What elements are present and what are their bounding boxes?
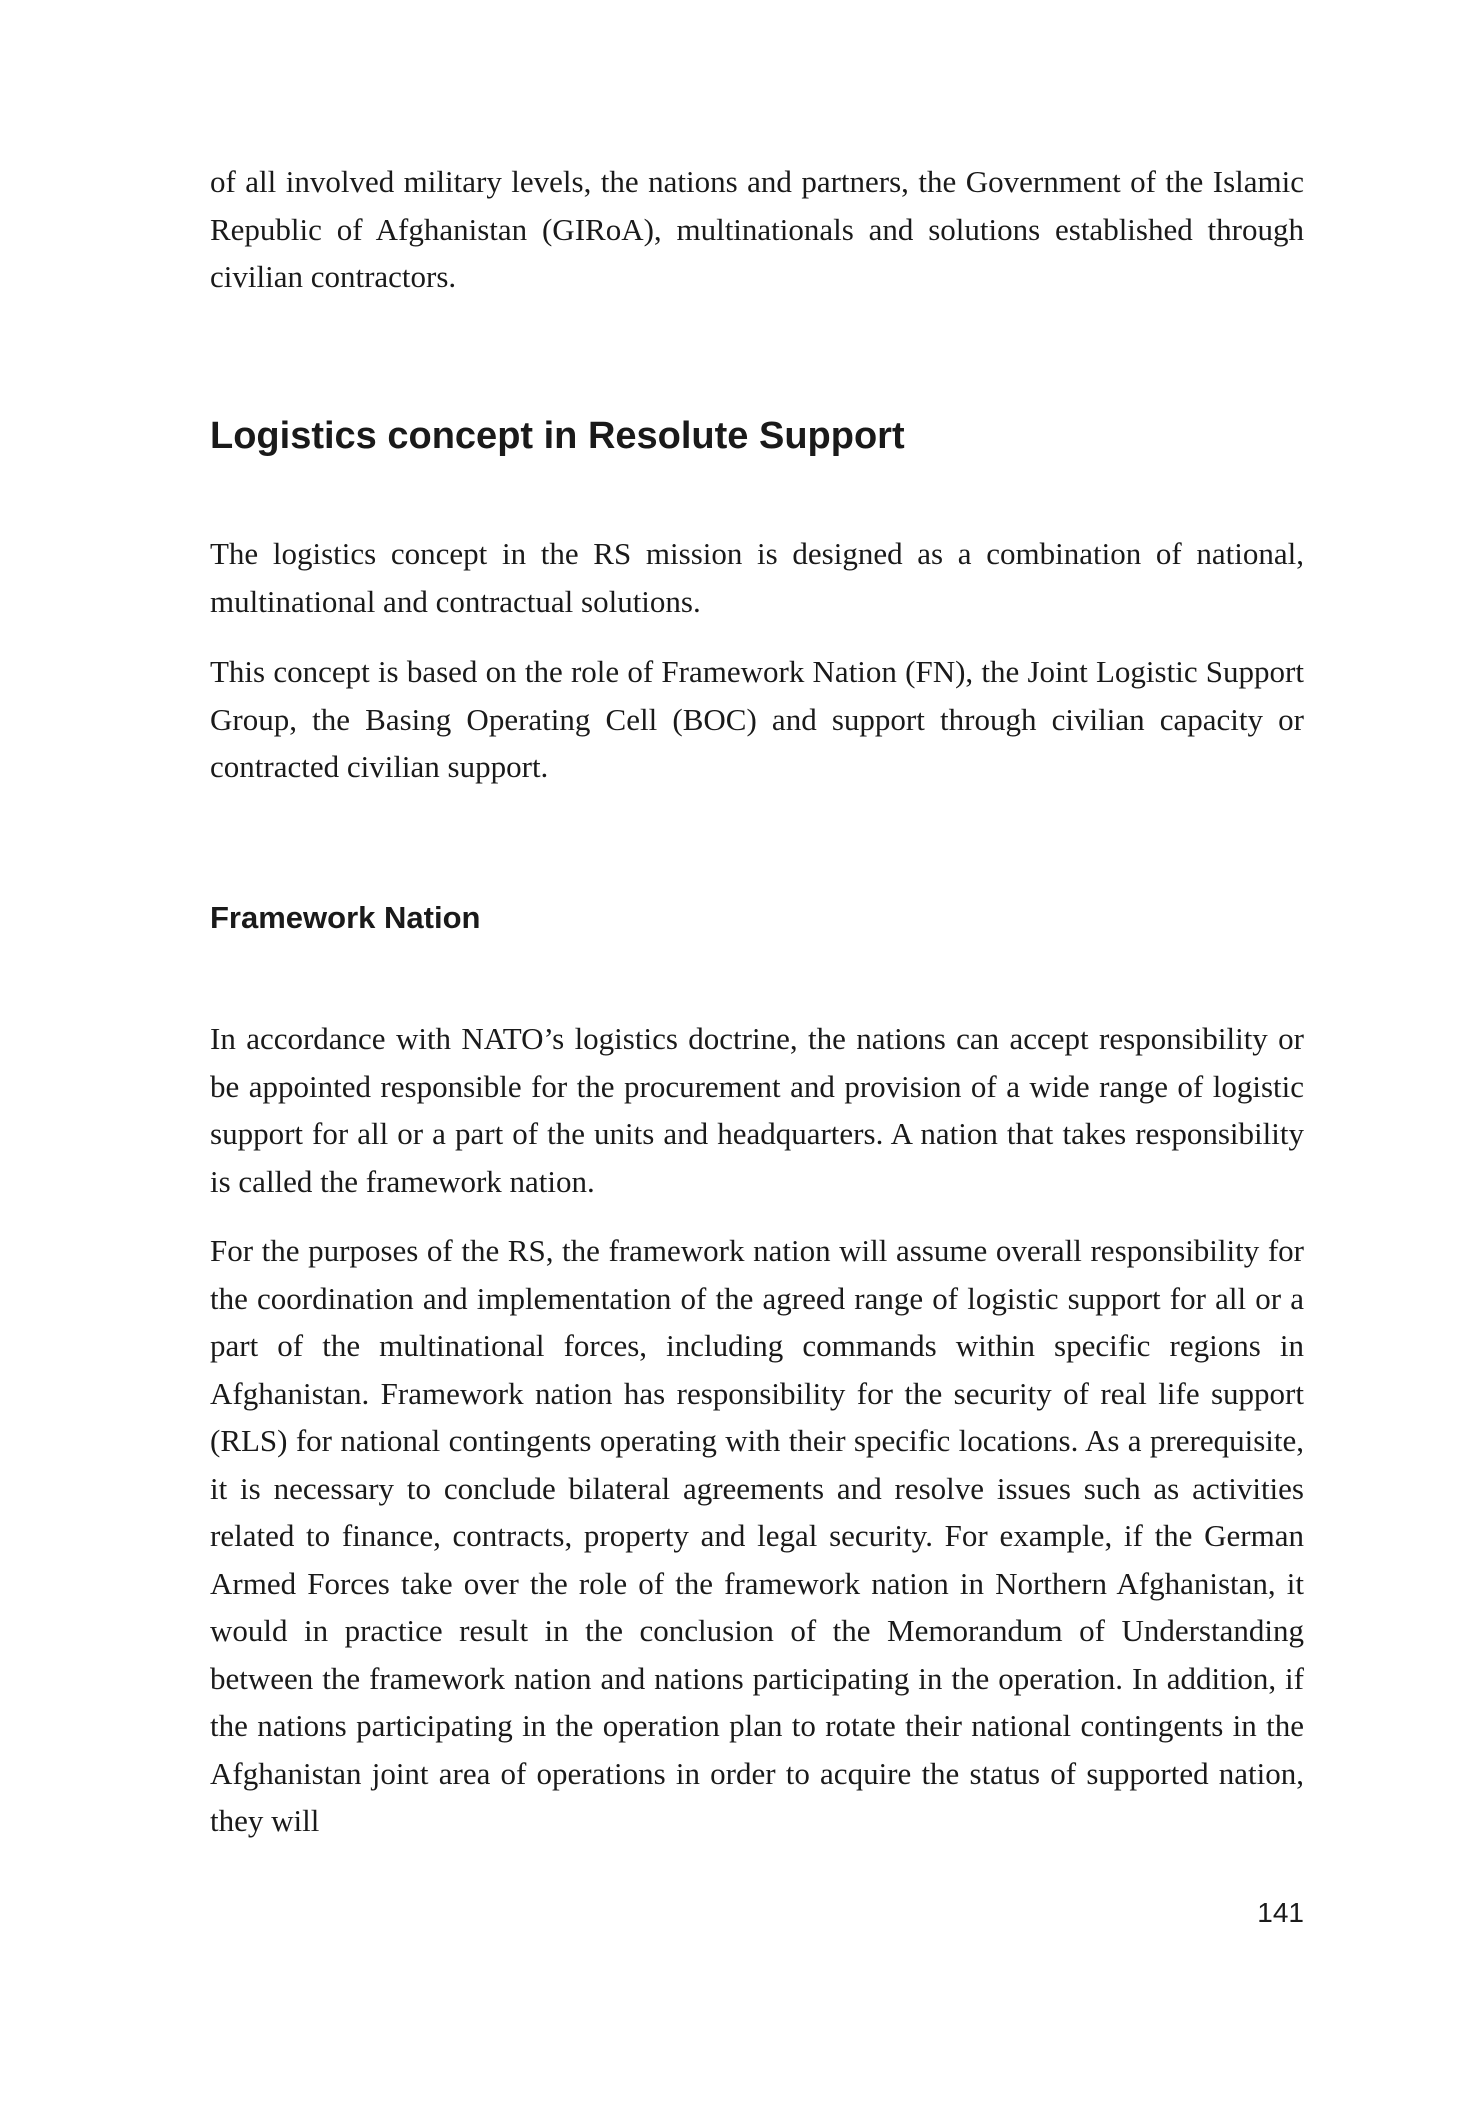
section-heading: Logistics concept in Resolute Support	[210, 415, 905, 457]
subsection-paragraph-2-block	[210, 1227, 1304, 1845]
subsection-paragraph-1-block	[210, 1015, 1304, 1205]
section-heading-block	[210, 412, 1304, 460]
intro-paragraph: of all involved military levels, the nations and partners, the Government of the Islamic Republic of Afghanistan (GIRoA), multinationals and solutions established through civilian contractors.	[210, 164, 1304, 294]
intro-block	[210, 158, 1304, 301]
subsection-paragraph: For the purposes of the RS, the framework nation will assume overall responsibility for the coordination and implementation of the agreed range of logistic support for all or a part of the multinational forces, including commands within specific regions in Afghanistan. Framework nation has responsibility for the security of real life support (RLS) for national contingents operating with their specific locations. As a prerequisite, it is necessary to conclude bilateral agreements and resolve issues such as activities related to finance, contracts, property and legal security. For example, if the German Armed Forces take over the role of the framework nation in Northern Afghanistan, it would in practice result in the conclusion of the Memorandum of Understanding between the framework nation and nations participating in the operation. In addition, if the nations participating in the operation plan to rotate their national contingents in the Afghanistan joint area of operations in order to acquire the status of supported nation, they will	[210, 1233, 1304, 1838]
page-number: 141	[1257, 1897, 1304, 1928]
section-paragraph: The logistics concept in the RS mission is designed as a combination of national, multinational and contractual solutions.	[210, 536, 1304, 619]
section-paragraph-2-block	[210, 648, 1304, 791]
subsection-heading: Framework Nation	[210, 900, 481, 935]
section-paragraph: This concept is based on the role of Framework Nation (FN), the Joint Logistic Support Group, the Basing Operating Cell (BOC) and support through civilian capacity or contracted civilian support.	[210, 654, 1304, 784]
subsection-heading-block	[210, 898, 1304, 938]
subsection-paragraph: In accordance with NATO’s logistics doctrine, the nations can accept responsibility or be appointed responsible for the procurement and provision of a wide range of logistic support for all or a part of the units and headquarters. A nation that takes responsibility is called the framework nation.	[210, 1021, 1304, 1199]
section-paragraph-1-block	[210, 530, 1304, 625]
